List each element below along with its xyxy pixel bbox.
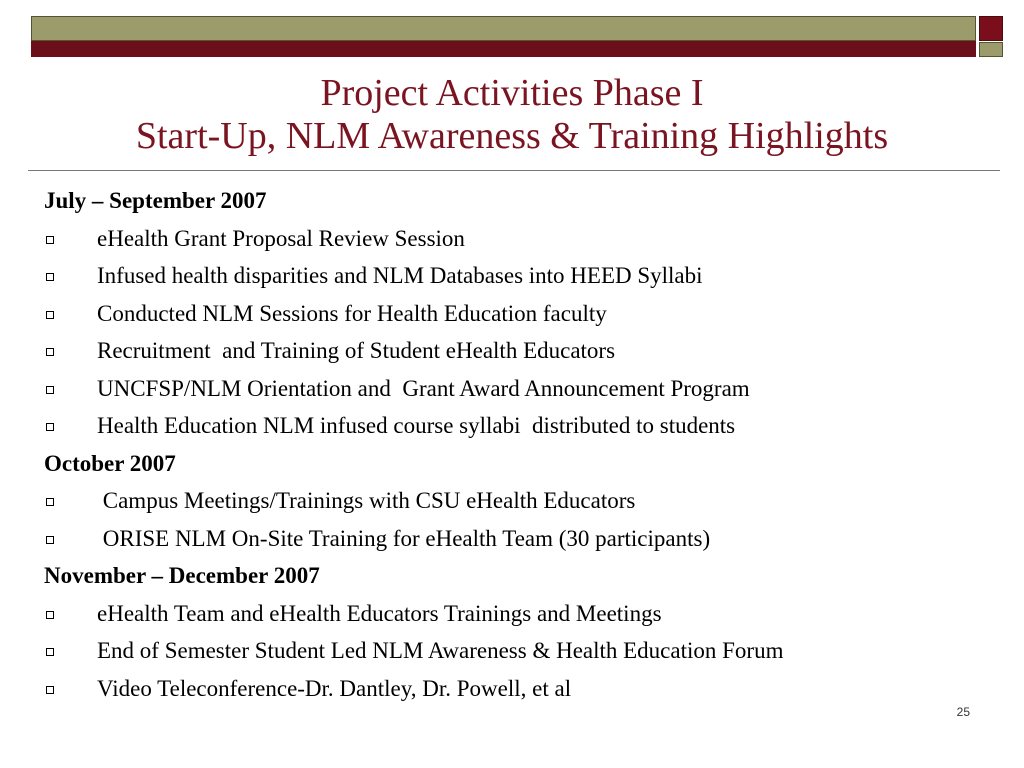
list-item: Conducted NLM Sessions for Health Education faculty bbox=[44, 295, 1004, 333]
square-bullet-icon bbox=[46, 311, 54, 319]
slide-body bbox=[44, 182, 1004, 707]
list-item: eHealth Grant Proposal Review Session bbox=[44, 220, 1004, 258]
square-bullet-icon bbox=[46, 536, 54, 544]
slide-title-line1: Project Activities Phase I bbox=[320, 72, 704, 114]
section-heading-october: October 2007 bbox=[44, 450, 176, 476]
list-item: Video Teleconference-Dr. Dantley, Dr. Powell, et al bbox=[44, 670, 1004, 708]
section-heading-july-september: July – September 2007 bbox=[44, 188, 267, 213]
top-banner-olive bbox=[31, 16, 976, 41]
top-banner-red bbox=[31, 41, 976, 57]
corner-block-olive bbox=[979, 42, 1003, 57]
list-item: Health Education NLM infused course syllabi distributed to students bbox=[44, 407, 1004, 445]
list-item: Campus Meetings/Trainings with CSU eHealth Educators bbox=[44, 482, 1004, 520]
square-bullet-icon bbox=[46, 236, 54, 244]
list-item: Infused health disparities and NLM Databases into HEED Syllabi bbox=[44, 257, 1004, 295]
square-bullet-icon bbox=[46, 386, 54, 394]
title-divider bbox=[28, 170, 1000, 171]
section-heading-november-december: November – December 2007 bbox=[44, 563, 320, 588]
square-bullet-icon bbox=[46, 348, 54, 356]
list-item: ORISE NLM On-Site Training for eHealth Team (30 participants) bbox=[44, 520, 1004, 558]
slide-title bbox=[0, 72, 1024, 158]
square-bullet-icon bbox=[46, 423, 54, 431]
corner-block-red bbox=[979, 16, 1003, 41]
list-item: UNCFSP/NLM Orientation and Grant Award Announcement Program bbox=[44, 370, 1004, 408]
square-bullet-icon bbox=[46, 273, 54, 281]
slide-title-line2: Start-Up, NLM Awareness & Training Highlights bbox=[135, 115, 889, 157]
square-bullet-icon bbox=[46, 611, 54, 619]
square-bullet-icon bbox=[46, 686, 54, 694]
page-number: 25 bbox=[956, 705, 970, 719]
square-bullet-icon bbox=[46, 498, 54, 506]
square-bullet-icon bbox=[46, 648, 54, 656]
list-item: Recruitment and Training of Student eHealth Educators bbox=[44, 332, 1004, 370]
list-item: End of Semester Student Led NLM Awareness & Health Education Forum bbox=[44, 632, 1004, 670]
list-item: eHealth Team and eHealth Educators Trainings and Meetings bbox=[44, 595, 1004, 633]
